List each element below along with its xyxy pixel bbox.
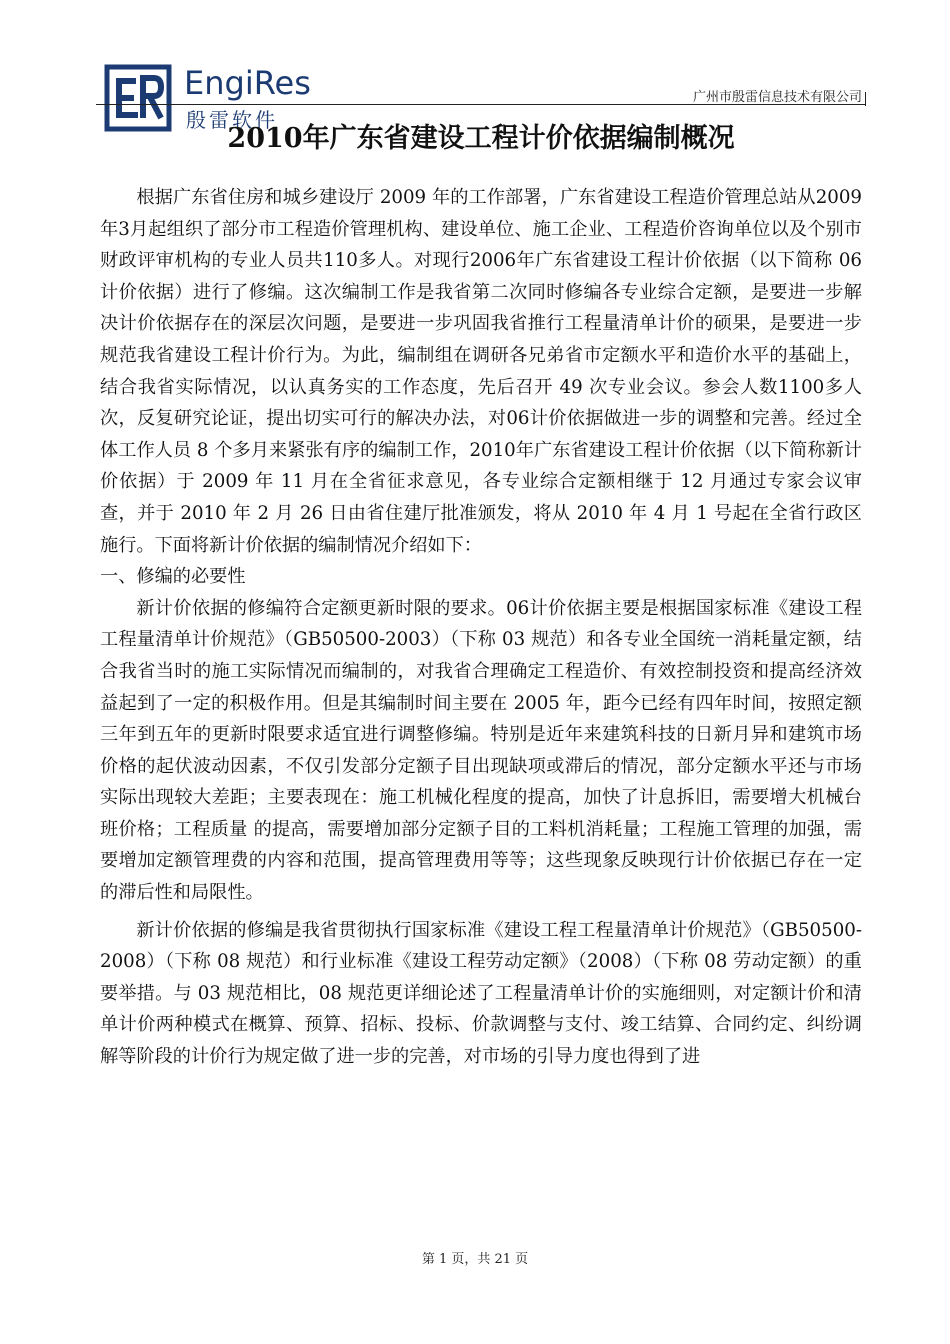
paragraph-necessity-2: 新计价依据的修编是我省贯彻执行国家标准《建设工程工程量清单计价规范》（GB50500-2008）（下称 08 规范）和行业标准《建设工程劳动定额》（2008）（下称 08 劳动定额）的重要举措。与 03 规范相比，08 规范更详细论述了工程量清单计价的实施细则，对定额计价和清单计价两种模式在概算、预算、招标、投标、价款调整与支付、竣工结算、合同约定、纠纷调解等阶段的计价行为规定做了进一步的完善，对市场的引导力度也得到了进: [100, 919, 862, 1068]
document-body: [100, 182, 862, 1073]
page-footer: 第 1 页，共 21 页: [421, 1252, 529, 1267]
paragraph-intro: 根据广东省住房和城乡建设厅 2009 年的工作部署，广东省建设工程造价管理总站从2009年3月起组织了部分市工程造价管理机构、建设单位、施工企业、工程造价咨询单位以及个别市财政评审机构的专业人员共110多人。对现行2006年广东省建设工程计价依据（以下简称 06 计价依据）进行了修编。这次编制工作是我省第二次同时修编各专业综合定额，是要进一步解决计价依据存在的深层次问题，是要进一步巩固我省推行工程量清单计价的硕果，是要进一步规范我省建设工程计价行为。为此，编制组在调研各兄弟省市定额水平和造价水平的基础上，结合我省实际情况，以认真务实的工作态度，先后召开 49 次专业会议。参会人数1100多人次，反复研究论证，提出切实可行的解决办法，对06计价依据做进一步的调整和完善。经过全体工作人员 8 个多月来紧张有序的编制工作，2010年广东省建设工程计价依据（以下简称新计价依据）于 2009 年 11 月在全省征求意见，各专业综合定额相继于 12 月通过专家会议审查，并于 2010 年 2 月 26 日由省住建厅批准颁发，将从 2010 年 4 月 1 号起在全省行政区施行。下面将新计价依据的编制情况介绍如下：: [100, 187, 862, 556]
paragraph-necessity-1: 新计价依据的修编符合定额更新时限的要求。06计价依据主要是根据国家标准《建设工程工程量清单计价规范》（GB50500-2003）（下称 03 规范）和各专业全国统一消耗量定额，结合我省当时的施工实际情况而编制的，对我省合理确定工程造价、有效控制投资和提高经济效益起到了一定的积极作用。但是其编制时间主要在 2005 年，距今已经有四年时间，按照定额三年到五年的更新时限要求适宜进行调整修编。特别是近年来建筑科技的日新月异和建筑市场价格的起伏波动因素，不仅引发部分定额子目出现缺项或滞后的情况，部分定额水平还与市场实际出现较大差距；主要表现在：施工机械化程度的提高，加快了计息拆旧，需要增大机械台班价格；工程质量 的提高，需要增加部分定额子目的工料机消耗量；工程施工管理的加强，需要增加定额管理费的内容和范围，提高管理费用等等；这些现象反映现行计价依据已存在一定的滞后性和局限性。: [100, 597, 862, 904]
document-title: 2010年广东省建设工程计价依据编制概况: [227, 123, 735, 154]
company-name: 广州市殷雷信息技术有限公司: [692, 90, 862, 105]
header-divider-tick: [865, 92, 866, 106]
logo-english-text: EngiRes: [184, 64, 311, 102]
section-heading: 一、修编的必要性: [100, 566, 246, 588]
logo-chinese-text: 殷雷软件: [186, 108, 278, 132]
